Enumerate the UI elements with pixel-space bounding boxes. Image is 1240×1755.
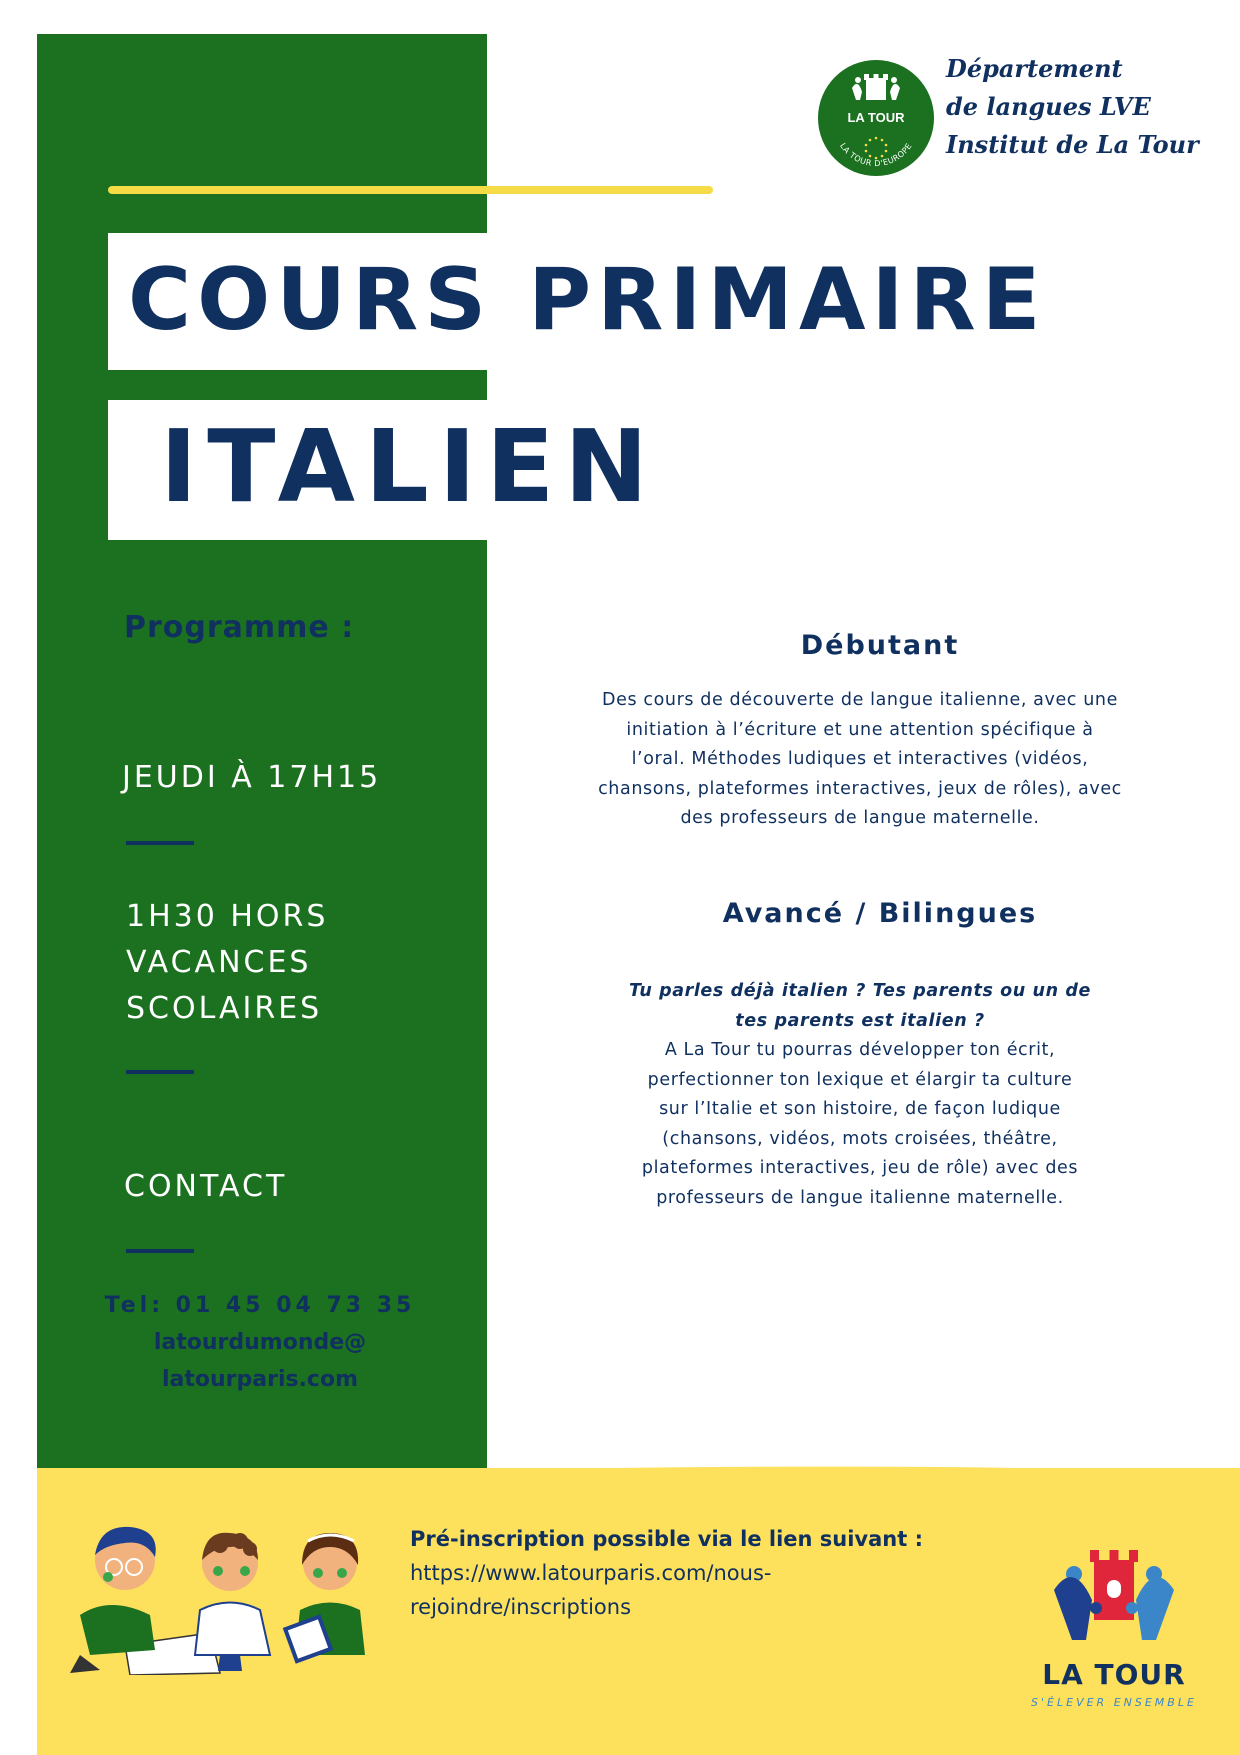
section-title-avance: Avancé / Bilingues — [722, 898, 1038, 929]
preregistration-link-line-1[interactable]: https://www.latourparis.com/nous- — [410, 1561, 772, 1585]
body-line: des professeurs de langue maternelle. — [680, 808, 1040, 828]
body-line: Des cours de découverte de langue italienne, avec une — [602, 690, 1118, 710]
preregistration-lead: Pré-inscription possible via le lien suivant : — [410, 1527, 923, 1551]
children-illustration — [70, 1505, 390, 1675]
schedule-duration-line: 1H30 HORS — [126, 899, 329, 934]
body-line: A La Tour tu pourras développer ton écrit, — [664, 1040, 1056, 1060]
body-line: perfectionner ton lexique et élargir ta culture — [647, 1069, 1073, 1090]
body-line: initiation à l’écriture et une attention spécifique à — [626, 719, 1094, 740]
divider-dash — [126, 1249, 194, 1253]
body-line: (chansons, vidéos, mots croisées, théâtre, — [662, 1128, 1058, 1149]
page-title-line-1: COURS PRIMAIRE — [128, 250, 1047, 350]
body-line-italic: tes parents est italien ? — [735, 1010, 985, 1031]
preregistration-link-line-2[interactable]: rejoindre/inscriptions — [410, 1595, 632, 1619]
department-line-3: Institut de La Tour — [946, 130, 1199, 159]
department-line-1: Département — [946, 54, 1123, 83]
schedule-duration-line: VACANCES — [126, 945, 312, 980]
contact-email-line-1[interactable]: latourdumonde@ — [153, 1330, 367, 1355]
logo-text: LA TOUR — [847, 110, 905, 125]
logo-name: LA TOUR — [1042, 1658, 1186, 1691]
la-tour-logo — [1024, 1530, 1204, 1720]
logo-tagline: S'ÉLEVER ENSEMBLE — [1031, 1696, 1197, 1709]
schedule-day: JEUDI À 17H15 — [122, 760, 382, 795]
body-line: professeurs de langue italienne maternelle. — [656, 1187, 1064, 1208]
contact-phone[interactable]: Tel: 01 45 04 73 35 — [104, 1293, 416, 1318]
body-line-italic: Tu parles déjà italien ? Tes parents ou un de — [629, 981, 1091, 1001]
preregistration-block — [410, 1522, 970, 1624]
section-title-debutant: Débutant — [800, 630, 960, 661]
svg-text:LA TOUR D'EUROPE: LA TOUR D'EUROPE — [838, 141, 914, 169]
programme-label: Programme : — [124, 610, 355, 645]
body-line: sur l’Italie et son histoire, de façon ludique — [659, 1099, 1061, 1119]
contact-label: CONTACT — [124, 1169, 288, 1204]
section-body-debutant — [560, 686, 1160, 834]
footer-curve — [37, 1440, 1240, 1500]
divider-dash — [126, 841, 194, 845]
body-line: l’oral. Méthodes ludiques et interactives (vidéos, — [631, 749, 1089, 769]
body-line: plateformes interactives, jeu de rôle) avec des — [641, 1158, 1079, 1178]
logo-ring-text — [818, 60, 934, 176]
page-title-line-2: ITALIEN — [160, 408, 658, 525]
schedule-duration-line: SCOLAIRES — [126, 991, 323, 1026]
contact-info — [80, 1287, 440, 1398]
tower-icon — [1024, 1530, 1204, 1660]
department-block — [946, 50, 1236, 164]
body-line: chansons, plateformes interactives, jeux de rôles), avec — [598, 778, 1122, 799]
yellow-divider — [108, 186, 713, 194]
institution-logo — [818, 60, 934, 176]
contact-email-line-2[interactable]: latourparis.com — [161, 1367, 359, 1392]
department-line-2: de langues LVE — [946, 92, 1151, 121]
schedule-duration — [126, 894, 456, 1032]
divider-dash — [126, 1070, 194, 1074]
section-body-avance — [560, 977, 1160, 1213]
